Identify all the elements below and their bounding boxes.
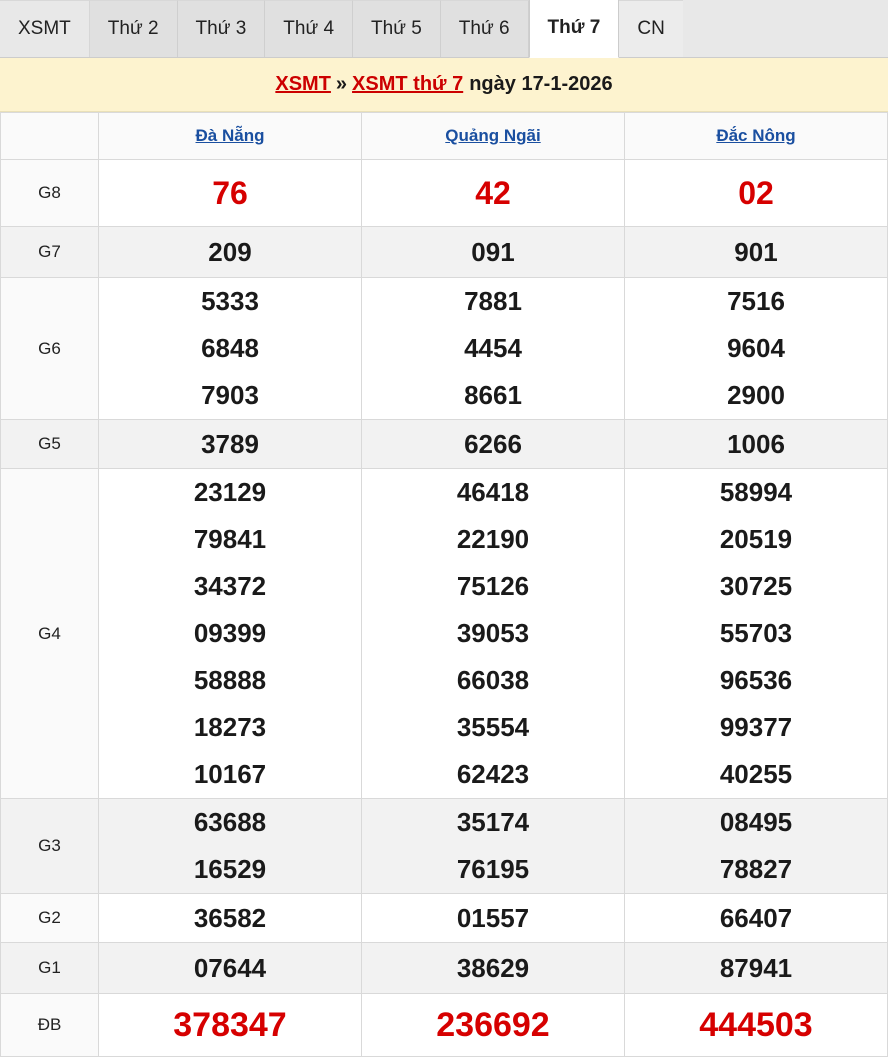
number: 07644	[193, 952, 267, 983]
tab-label: Thứ 4	[283, 17, 335, 39]
lottery-results-table	[0, 112, 888, 1057]
prize-g5-da-nang	[99, 420, 362, 469]
number: 62423	[456, 759, 530, 789]
number: 3789	[201, 428, 259, 459]
prize-g1-dac-nong	[625, 943, 888, 994]
number: 87941	[719, 952, 793, 983]
number: 76195	[456, 854, 530, 884]
prize-g1-da-nang	[99, 943, 362, 994]
number: 96536	[719, 665, 793, 695]
number: 30725	[719, 571, 793, 601]
prize-label-g4: G4	[1, 469, 99, 799]
number: 66407	[719, 902, 793, 933]
prize-g4-da-nang	[99, 469, 362, 799]
number: 7903	[201, 380, 259, 410]
number: 02	[738, 175, 774, 211]
prize-g3-dac-nong	[625, 799, 888, 894]
tab-label: Thứ 6	[458, 17, 510, 39]
number: 5333	[201, 286, 259, 316]
number: 46418	[456, 477, 530, 507]
tab-label: CN	[637, 17, 665, 39]
prize-label-g3: G3	[1, 799, 99, 894]
prize-g1-quang-ngai	[362, 943, 625, 994]
header-province-1	[99, 113, 362, 160]
number: 35174	[456, 807, 530, 837]
table-row	[1, 278, 888, 420]
prize-label-g2: G2	[1, 894, 99, 943]
prize-label-g5: G5	[1, 420, 99, 469]
number: 23129	[193, 477, 267, 507]
number: 35554	[456, 712, 530, 742]
number: 901	[734, 236, 778, 267]
prize-g2-dac-nong	[625, 894, 888, 943]
header-province-3	[625, 113, 888, 160]
number: 16529	[193, 854, 267, 884]
table-row	[1, 994, 888, 1057]
number: 9604	[727, 333, 785, 363]
header-blank	[1, 113, 99, 160]
number: 209	[208, 236, 252, 267]
number: 01557	[456, 902, 530, 933]
tab-label: Thứ 7	[547, 17, 601, 38]
prize-g2-quang-ngai	[362, 894, 625, 943]
number: 10167	[193, 759, 267, 789]
number: 091	[471, 236, 515, 267]
prize-g4-dac-nong	[625, 469, 888, 799]
breadcrumb-link-xsmt[interactable]: XSMT	[275, 73, 331, 95]
tab-label: Thứ 5	[371, 17, 422, 39]
number: 42	[475, 175, 511, 211]
prize-g8-dac-nong	[625, 160, 888, 227]
prize-g7-da-nang	[99, 227, 362, 278]
table-row	[1, 420, 888, 469]
tab-label: Thứ 3	[195, 17, 247, 39]
tab-thu-4[interactable]	[265, 0, 353, 57]
page-title	[0, 58, 888, 112]
prize-db-quang-ngai	[362, 994, 625, 1057]
tab-thu-3[interactable]	[178, 0, 266, 57]
number: 75126	[456, 571, 530, 601]
number: 63688	[193, 807, 267, 837]
number: 4454	[464, 333, 522, 363]
prize-g7-dac-nong	[625, 227, 888, 278]
table-row	[1, 160, 888, 227]
number: 2900	[727, 380, 785, 410]
number: 40255	[719, 759, 793, 789]
prize-db-dac-nong	[625, 994, 888, 1057]
number: 6848	[201, 333, 259, 363]
tab-xsmt[interactable]	[0, 0, 90, 57]
number: 236692	[436, 1006, 550, 1044]
number: 58888	[193, 665, 267, 695]
number: 1006	[727, 428, 785, 459]
prize-g8-da-nang	[99, 160, 362, 227]
prize-g6-dac-nong	[625, 278, 888, 420]
number: 6266	[464, 428, 522, 459]
number: 18273	[193, 712, 267, 742]
tab-bar	[0, 0, 888, 58]
number: 378347	[173, 1006, 287, 1044]
breadcrumb-separator: »	[335, 73, 348, 95]
table-row	[1, 894, 888, 943]
number: 99377	[719, 712, 793, 742]
tab-label: Thứ 2	[107, 17, 159, 39]
prize-label-g8: G8	[1, 160, 99, 227]
tab-cn[interactable]	[619, 0, 682, 57]
table-row	[1, 469, 888, 799]
number: 8661	[464, 380, 522, 410]
number: 76	[212, 175, 248, 211]
number: 39053	[456, 618, 530, 648]
prize-g8-quang-ngai	[362, 160, 625, 227]
number: 78827	[719, 854, 793, 884]
number: 79841	[193, 524, 267, 554]
prize-g3-da-nang	[99, 799, 362, 894]
number: 7516	[727, 286, 785, 316]
prize-g2-da-nang	[99, 894, 362, 943]
breadcrumb-link-xsmt-thu-7[interactable]: XSMT thứ 7	[352, 73, 464, 95]
number: 7881	[464, 286, 522, 316]
prize-g4-quang-ngai	[362, 469, 625, 799]
province-link-dac-nong[interactable]: Đắc Nông	[716, 126, 796, 145]
number: 55703	[719, 618, 793, 648]
tab-label: XSMT	[18, 17, 71, 39]
prize-g6-quang-ngai	[362, 278, 625, 420]
tab-thu-7[interactable]	[529, 0, 620, 58]
prize-g3-quang-ngai	[362, 799, 625, 894]
table-row	[1, 227, 888, 278]
prize-label-db: ĐB	[1, 994, 99, 1057]
number: 444503	[699, 1006, 813, 1044]
number: 36582	[193, 902, 267, 933]
province-link-da-nang[interactable]: Đà Nẵng	[195, 126, 265, 145]
number: 58994	[719, 477, 793, 507]
prize-g5-dac-nong	[625, 420, 888, 469]
table-row	[1, 943, 888, 994]
province-link-quang-ngai[interactable]: Quảng Ngãi	[445, 126, 541, 145]
number: 66038	[456, 665, 530, 695]
number: 08495	[719, 807, 793, 837]
table-row	[1, 799, 888, 894]
prize-label-g1: G1	[1, 943, 99, 994]
prize-g7-quang-ngai	[362, 227, 625, 278]
number: 09399	[193, 618, 267, 648]
number: 38629	[456, 952, 530, 983]
prize-g5-quang-ngai	[362, 420, 625, 469]
tab-thu-6[interactable]	[441, 0, 529, 57]
prize-label-g6: G6	[1, 278, 99, 420]
number: 20519	[719, 524, 793, 554]
number: 22190	[456, 524, 530, 554]
header-province-2	[362, 113, 625, 160]
tab-thu-5[interactable]	[353, 0, 441, 57]
tab-thu-2[interactable]	[90, 0, 178, 57]
prize-label-g7: G7	[1, 227, 99, 278]
prize-g6-da-nang	[99, 278, 362, 420]
prize-db-da-nang	[99, 994, 362, 1057]
result-date: ngày 17-1-2026	[469, 73, 613, 95]
table-header-row	[1, 113, 888, 160]
number: 34372	[193, 571, 267, 601]
